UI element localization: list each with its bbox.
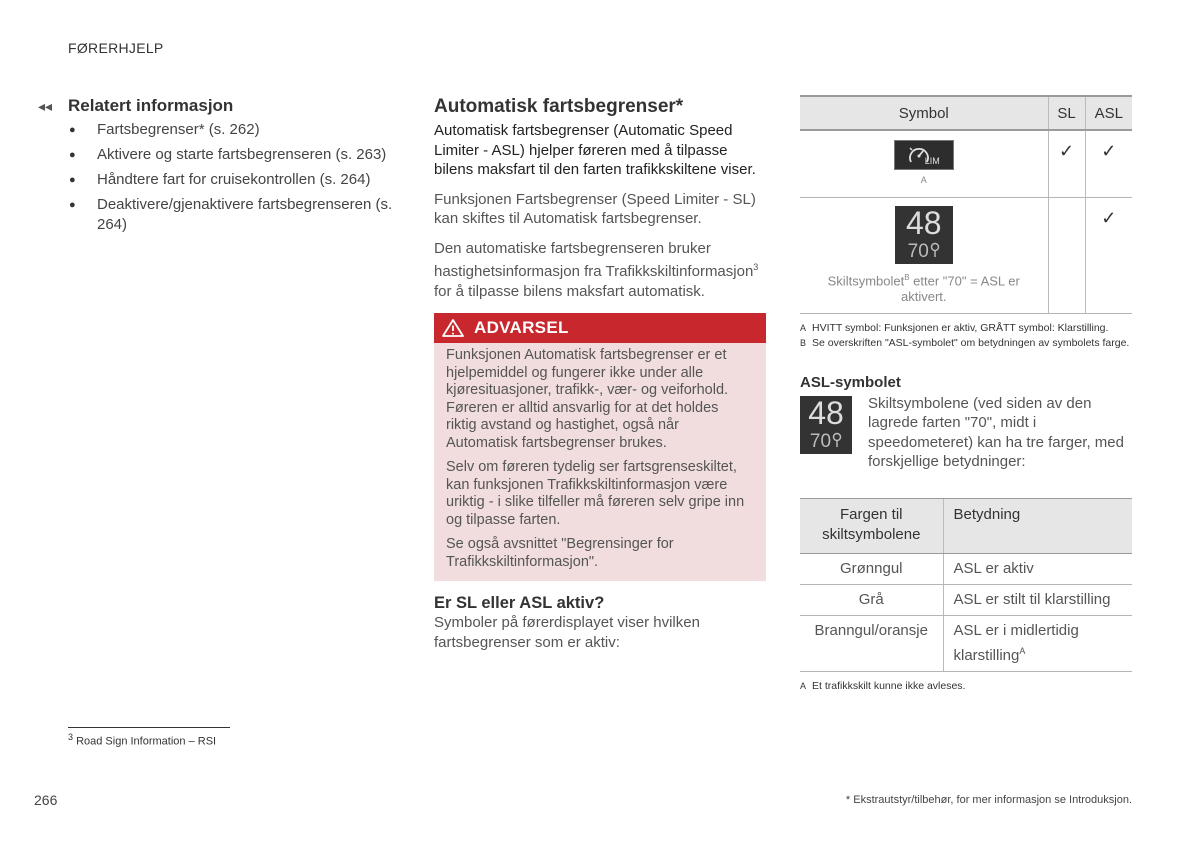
related-link[interactable]: ● Deaktivere/gjenaktivere fartsbegrenseren (s. 264) [68,195,398,235]
current-speed: 48 [905,204,942,241]
table-footnote: A Et trafikkskilt kunne ikke avleses. [800,679,966,692]
color-cell: Grønngul [800,553,943,584]
column-header-meaning: Betydning [943,498,1132,553]
warning-body [434,343,766,581]
asl-symbol-section [800,394,1132,472]
column-header-color: Fargen til skiltsymbolene [800,498,943,553]
warning-paragraph: Funksjonen Automatisk fartsbegrenser er et hjelpemiddel og fungerer ikke under alle kjøresituasjoner, trafikk-, vær- og veiforhold. Føreren er alltid ansvarlig for at det holdes riktig avstand og hastighet, også når Automatisk fartsbegrenser brukes. [446,347,729,451]
meaning-cell: ASL er stilt til klarstilling [943,584,1132,615]
color-cell: Grå [800,584,943,615]
warning-triangle-icon [442,319,464,337]
related-info [38,96,398,240]
sl-check [1048,197,1085,313]
related-title: Relatert informasjon [68,96,234,115]
paragraph-asl: Den automatiske fartsbegrenseren bruker hastighetsinformasjon fra Trafikkskiltinformasjon$^3$ for å tilpasse bilens maksfart automatisk. [434,239,759,300]
back-arrow-icon[interactable]: ◂◂ [38,97,53,114]
symbol-table [800,95,1132,314]
related-link[interactable]: ● Fartsbegrenser* (s. 262) [68,120,398,140]
color-meaning-table [800,498,1132,672]
asl-sign-image [800,396,852,454]
table-row [800,197,1132,313]
sign-icon [930,242,940,258]
table-footnote: B Se overskriften "ASL-symbolet" om betydningen av symbolets farge. [800,336,1130,349]
subsection-title: Er SL eller ASL aktiv? [434,594,605,612]
warning-header [434,313,766,343]
related-link[interactable]: ● Håndtere fart for cruisekontrollen (s. 264) [68,170,398,190]
table-row [800,553,1132,584]
current-speed: 48 [808,394,844,431]
footnote-divider [68,727,230,728]
related-list [68,120,398,235]
footer-note: * Ekstrautstyr/tilbehør, for mer informasjon se Introduksjon. [845,794,1132,806]
symbol-caption: Skiltsymbolet$^B$ etter "70" = ASL er aktivert. [827,272,1020,304]
main-article [434,95,766,652]
asl-symbol-title: ASL-symbolet [800,373,901,391]
table-footnote: A HVITT symbol: Funksjonen er aktiv, GRÅTT symbol: Klarstilling. [800,321,1109,334]
warning-paragraph: Selv om føreren tydelig ser fartsgrenseskiltet, kan funksjonen Trafikkskiltinformasjon være uriktig - i slike tilfeller må føreren selv gripe inn og tilpasse farten. [446,459,745,528]
related-link[interactable]: ● Aktivere og starte fartsbegrenseren (s. 263) [68,145,398,165]
column-header-symbol: Symbol [800,96,1048,130]
symbol-table-footnotes [800,322,1132,350]
paragraph-sl: Funksjonen Fartsbegrenser (Speed Limiter - SL) kan skiftes til Automatisk fartsbegrenser. [434,190,756,227]
lim-label: LIM [924,156,940,166]
asl-check: ✓ [1085,197,1132,313]
symbol-caption: A [920,175,927,185]
table-row [800,615,1132,671]
meaning-cell: ASL er i midlertidig klarstilling$^A$ [943,615,1132,671]
warning-title: ADVARSEL [474,318,569,337]
table-row [800,130,1132,197]
warning-paragraph: Se også avsnittet "Begrensinger for Trafikkskiltinformasjon". [446,536,674,570]
meaning-cell: ASL er aktiv [943,553,1132,584]
asl-sign-symbol [895,206,953,264]
sl-check: ✓ [1048,130,1085,197]
column-header-asl: ASL [1085,96,1132,130]
side-column [800,95,1132,693]
asl-check: ✓ [1085,130,1132,197]
color-cell: Branngul/oransje [800,615,943,671]
set-speed: 70 [895,242,953,262]
set-speed: 70 [800,432,852,452]
speed-limiter-symbol [894,140,954,170]
page-footnote: $^3$ Road Sign Information – RSI [68,732,217,748]
page-number: 266 [34,792,58,808]
column-header-sl: SL [1048,96,1085,130]
article-lead: Automatisk fartsbegrenser (Automatic Speed Limiter - ASL) hjelper føreren med å tilpasse bilens maksfart til den farten trafikkskiltene viser. [434,122,756,178]
article-title: Automatisk fartsbegrenser* [434,96,684,117]
footnote-ref[interactable]: 3 [753,262,759,272]
section-header: FØRERHJELP [68,40,164,56]
sign-icon [832,432,842,448]
asl-symbol-text: Skiltsymbolene (ved siden av den lagrede farten "70", midt i speedometeret) kan ha tre farger, med forskjellige betydninger: [868,394,1124,471]
subsection-text: Symboler på førerdisplayet viser hvilken fartsbegrenser som er aktiv: [434,614,700,651]
warning-box [434,313,766,581]
table-row [800,584,1132,615]
